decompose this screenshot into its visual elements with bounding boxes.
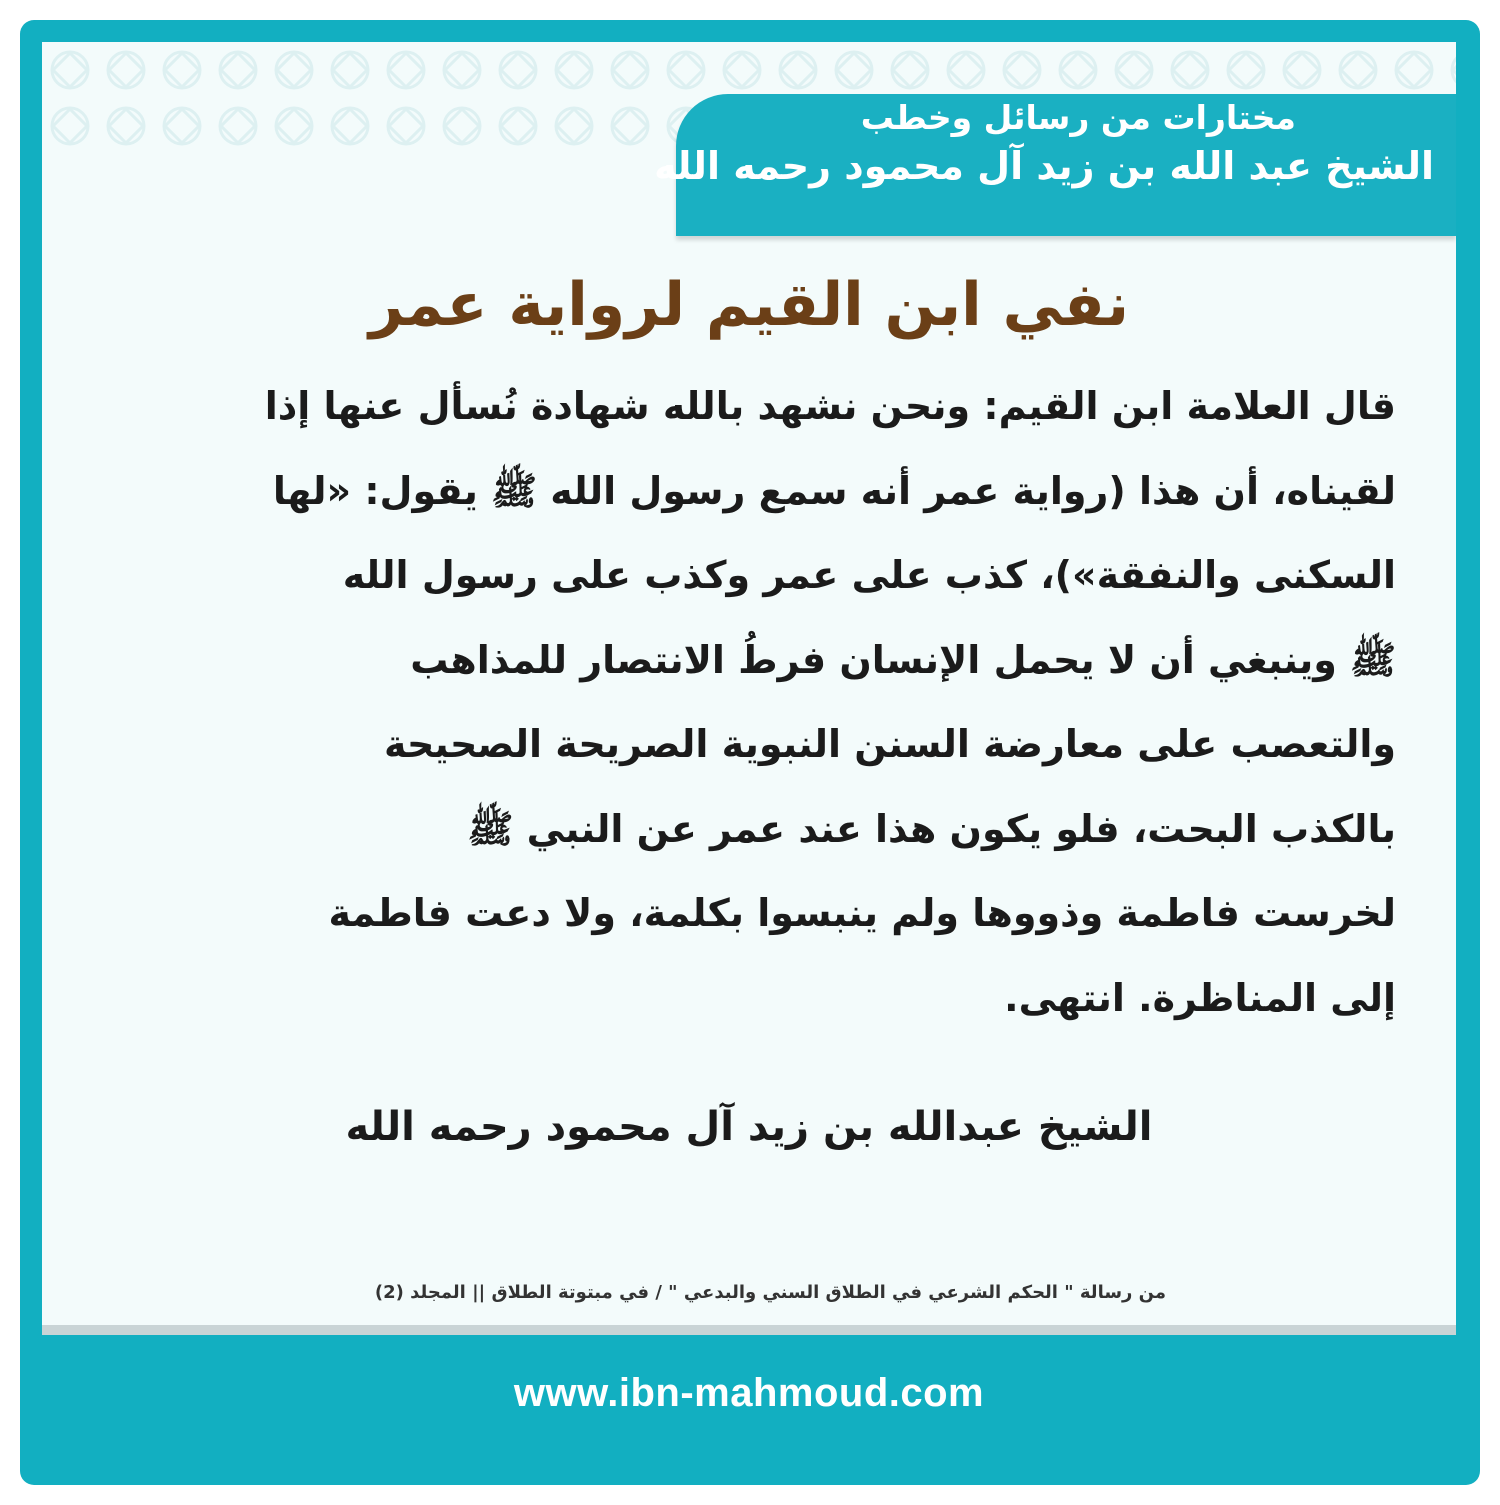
footer-bar — [42, 1335, 1456, 1457]
header-series-title: مختارات من رسائل وخطب — [860, 98, 1296, 137]
quote-line: بالكذب البحت، فلو يكون هذا عند عمر عن النبي ﷺ — [467, 806, 1396, 851]
quote-line: والتعصب على معارضة السنن النبوية الصريحة الصحيحة — [384, 722, 1396, 766]
author-signature: الشيخ عبدالله بن زيد آل محمود رحمه الله — [345, 1104, 1153, 1150]
footer-divider — [42, 1325, 1456, 1335]
page-title: نفي ابن القيم لرواية عمر — [368, 270, 1130, 340]
quote-line: السكنى والنفقة»)، كذب على عمر وكذب على رسول الله — [342, 553, 1396, 597]
website-link[interactable]: www.ibn-mahmoud.com — [513, 1371, 985, 1415]
quote-body — [138, 364, 1396, 1040]
quote-line: ﷺ وينبغي أن لا يحمل الإنسان فرطُ الانتصار للمذاهب — [410, 637, 1396, 682]
quote-line: إلى المناظرة. انتهى. — [1004, 975, 1396, 1020]
source-citation: من رسالة " الحكم الشرعي في الطلاق السني والبدعي " / في مبتوتة الطلاق || المجلد (2) — [374, 1282, 1166, 1303]
content-card — [42, 42, 1456, 1332]
quote-line: لخرست فاطمة وذووها ولم ينبسوا بكلمة، ولا دعت فاطمة — [328, 891, 1396, 935]
header-author-name: الشيخ عبد الله بن زيد آل محمود رحمه الله — [654, 144, 1434, 188]
quote-line: قال العلامة ابن القيم: ونحن نشهد بالله شهادة نُسأل عنها إذا — [264, 384, 1396, 428]
quote-line: لقيناه، أن هذا (رواية عمر أنه سمع رسول الله ﷺ يقول: «لها — [272, 468, 1396, 513]
